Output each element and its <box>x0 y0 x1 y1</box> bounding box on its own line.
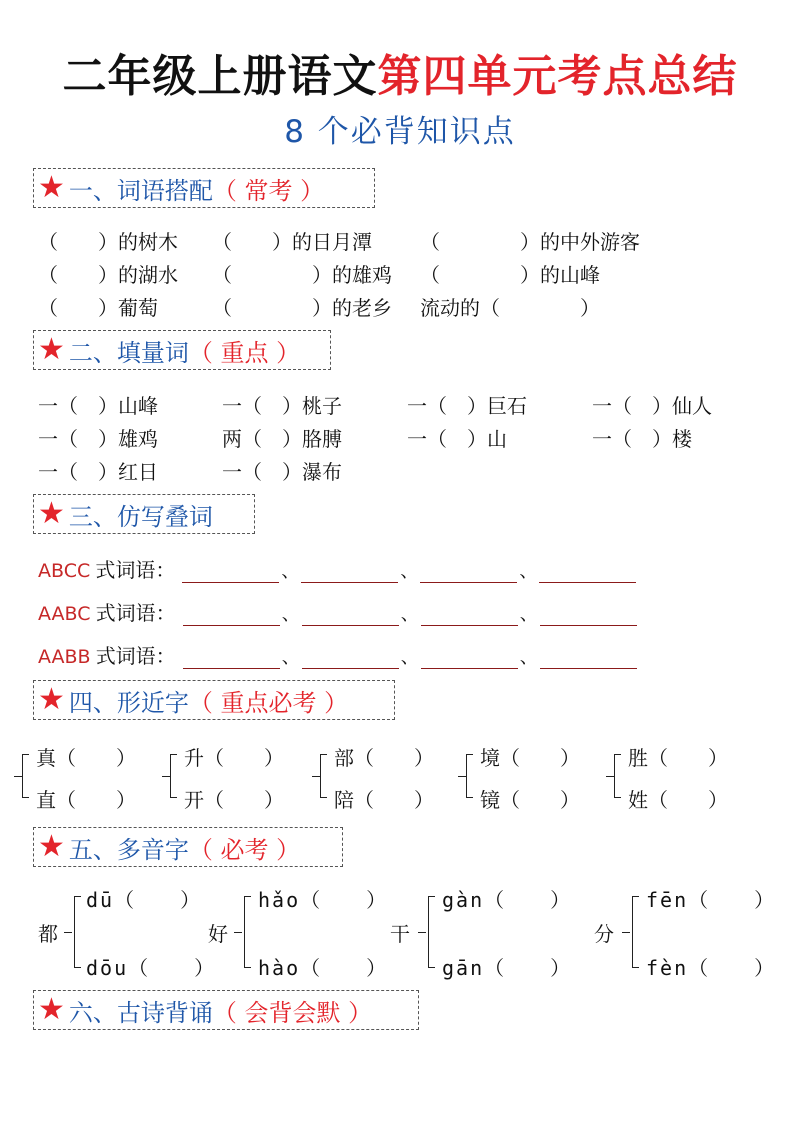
similar-bottom: 镜（ ） <box>480 788 580 812</box>
pattern-label: ABCC <box>38 560 91 582</box>
section-3-header <box>33 494 255 534</box>
measure-item: 一（ ）山 <box>407 427 507 451</box>
brace <box>632 896 633 968</box>
section-tag: （ 重点 ） <box>188 338 301 367</box>
measure-item: 一（ ）山峰 <box>38 394 158 418</box>
separator: 、 <box>519 604 538 625</box>
answer-blank[interactable] <box>183 605 280 626</box>
polyphone-top: hǎo（ ） <box>258 888 389 912</box>
collocation-item: （ ）的湖水 <box>38 263 178 287</box>
answer-blank[interactable] <box>183 648 280 669</box>
pattern-suffix: 式词语： <box>95 558 176 582</box>
brace-tick <box>312 776 320 777</box>
polyphone-bottom: hào（ ） <box>258 956 389 980</box>
answer-blank[interactable] <box>539 562 636 583</box>
section-6-header <box>33 990 419 1030</box>
brace-tick <box>622 932 630 933</box>
polyphone-char: 分 <box>594 922 614 946</box>
polyphone-top: dū（ ） <box>86 888 203 912</box>
reduplication-row <box>38 554 638 583</box>
separator: 、 <box>519 647 538 668</box>
brace-tick <box>606 776 614 777</box>
section-name: 二、填量词 <box>68 338 189 367</box>
separator: 、 <box>400 604 419 625</box>
polyphone-bottom: dōu（ ） <box>86 956 217 980</box>
measure-item: 一（ ）雄鸡 <box>38 427 158 451</box>
star-icon: ★ <box>38 496 65 531</box>
section-tag: （ 常考 ） <box>212 176 325 205</box>
similar-bottom: 姓（ ） <box>628 788 728 812</box>
collocation-item: （ ）的雄鸡 <box>212 263 392 287</box>
polyphone-top: fēn（ ） <box>646 888 777 912</box>
answer-blank[interactable] <box>302 648 399 669</box>
brace <box>244 896 245 968</box>
similar-bottom: 直（ ） <box>36 788 136 812</box>
collocation-item: （ ）的中外游客 <box>420 230 640 254</box>
brace <box>320 754 321 798</box>
section-tag: （ 必考 ） <box>188 835 301 864</box>
similar-top: 境（ ） <box>480 746 580 770</box>
collocation-item: （ ）的老乡 <box>212 296 392 320</box>
section-name: 五、多音字 <box>68 835 189 864</box>
collocation-item: （ ）的树木 <box>38 230 178 254</box>
answer-blank[interactable] <box>302 605 399 626</box>
pattern-suffix: 式词语： <box>95 644 176 668</box>
measure-item: 一（ ）瀑布 <box>222 460 342 484</box>
reduplication-row <box>38 640 639 669</box>
similar-bottom: 开（ ） <box>184 788 284 812</box>
answer-blank[interactable] <box>540 605 637 626</box>
polyphone-char: 好 <box>208 922 228 946</box>
measure-item: 一（ ）红日 <box>38 460 158 484</box>
separator: 、 <box>400 561 419 582</box>
section-name: 一、词语搭配 <box>68 176 213 205</box>
star-icon: ★ <box>38 332 65 367</box>
pattern-label: AABB <box>38 646 91 668</box>
brace-tick <box>458 776 466 777</box>
section-5-header <box>33 827 343 867</box>
brace <box>22 754 23 798</box>
answer-blank[interactable] <box>421 605 518 626</box>
brace <box>428 896 429 968</box>
answer-blank[interactable] <box>421 648 518 669</box>
similar-top: 胜（ ） <box>628 746 728 770</box>
measure-item: 一（ ）楼 <box>592 427 692 451</box>
polyphone-bottom: gān（ ） <box>442 956 573 980</box>
star-icon: ★ <box>38 170 65 205</box>
answer-blank[interactable] <box>540 648 637 669</box>
collocation-item: （ ）的日月潭 <box>212 230 372 254</box>
page-subtitle: 8 个必背知识点 <box>284 114 516 150</box>
section-name: 四、形近字 <box>68 688 189 717</box>
brace-tick <box>64 932 72 933</box>
pattern-label: AABC <box>38 603 91 625</box>
separator: 、 <box>281 604 300 625</box>
page-title <box>0 40 800 104</box>
star-icon: ★ <box>38 829 65 864</box>
collocation-item: （ ）葡萄 <box>38 296 158 320</box>
separator: 、 <box>281 561 300 582</box>
title-red: 第四单元考点总结 <box>377 51 738 102</box>
star-icon: ★ <box>38 682 65 717</box>
similar-top: 部（ ） <box>334 746 434 770</box>
similar-top: 升（ ） <box>184 746 284 770</box>
polyphone-char: 干 <box>390 922 410 946</box>
measure-item: 两（ ）胳膊 <box>222 427 342 451</box>
separator: 、 <box>400 647 419 668</box>
answer-blank[interactable] <box>420 562 517 583</box>
title-black: 二年级上册语文 <box>62 51 378 102</box>
separator: 、 <box>281 647 300 668</box>
brace-tick <box>418 932 426 933</box>
section-tag: （ 重点必考 ） <box>188 688 349 717</box>
section-name: 六、古诗背诵 <box>68 998 213 1027</box>
brace <box>74 896 75 968</box>
collocation-item: （ ）的山峰 <box>420 263 600 287</box>
polyphone-top: gàn（ ） <box>442 888 573 912</box>
similar-top: 真（ ） <box>36 746 136 770</box>
answer-blank[interactable] <box>182 562 279 583</box>
collocation-item: 流动的（ ） <box>420 296 600 320</box>
section-tag: （ 会背会默 ） <box>212 998 373 1027</box>
measure-item: 一（ ）巨石 <box>407 394 527 418</box>
section-1-header <box>33 168 375 208</box>
section-2-header <box>33 330 331 370</box>
answer-blank[interactable] <box>301 562 398 583</box>
star-icon: ★ <box>38 992 65 1027</box>
brace <box>466 754 467 798</box>
section-4-header <box>33 680 395 720</box>
brace <box>614 754 615 798</box>
similar-bottom: 陪（ ） <box>334 788 434 812</box>
brace-tick <box>162 776 170 777</box>
separator: 、 <box>519 561 538 582</box>
brace <box>170 754 171 798</box>
reduplication-row <box>38 597 639 626</box>
measure-item: 一（ ）仙人 <box>592 394 712 418</box>
pattern-suffix: 式词语： <box>95 601 176 625</box>
polyphone-bottom: fèn（ ） <box>646 956 777 980</box>
polyphone-char: 都 <box>38 922 58 946</box>
brace-tick <box>14 776 22 777</box>
measure-item: 一（ ）桃子 <box>222 394 342 418</box>
section-name: 三、仿写叠词 <box>68 502 213 531</box>
brace-tick <box>234 932 242 933</box>
